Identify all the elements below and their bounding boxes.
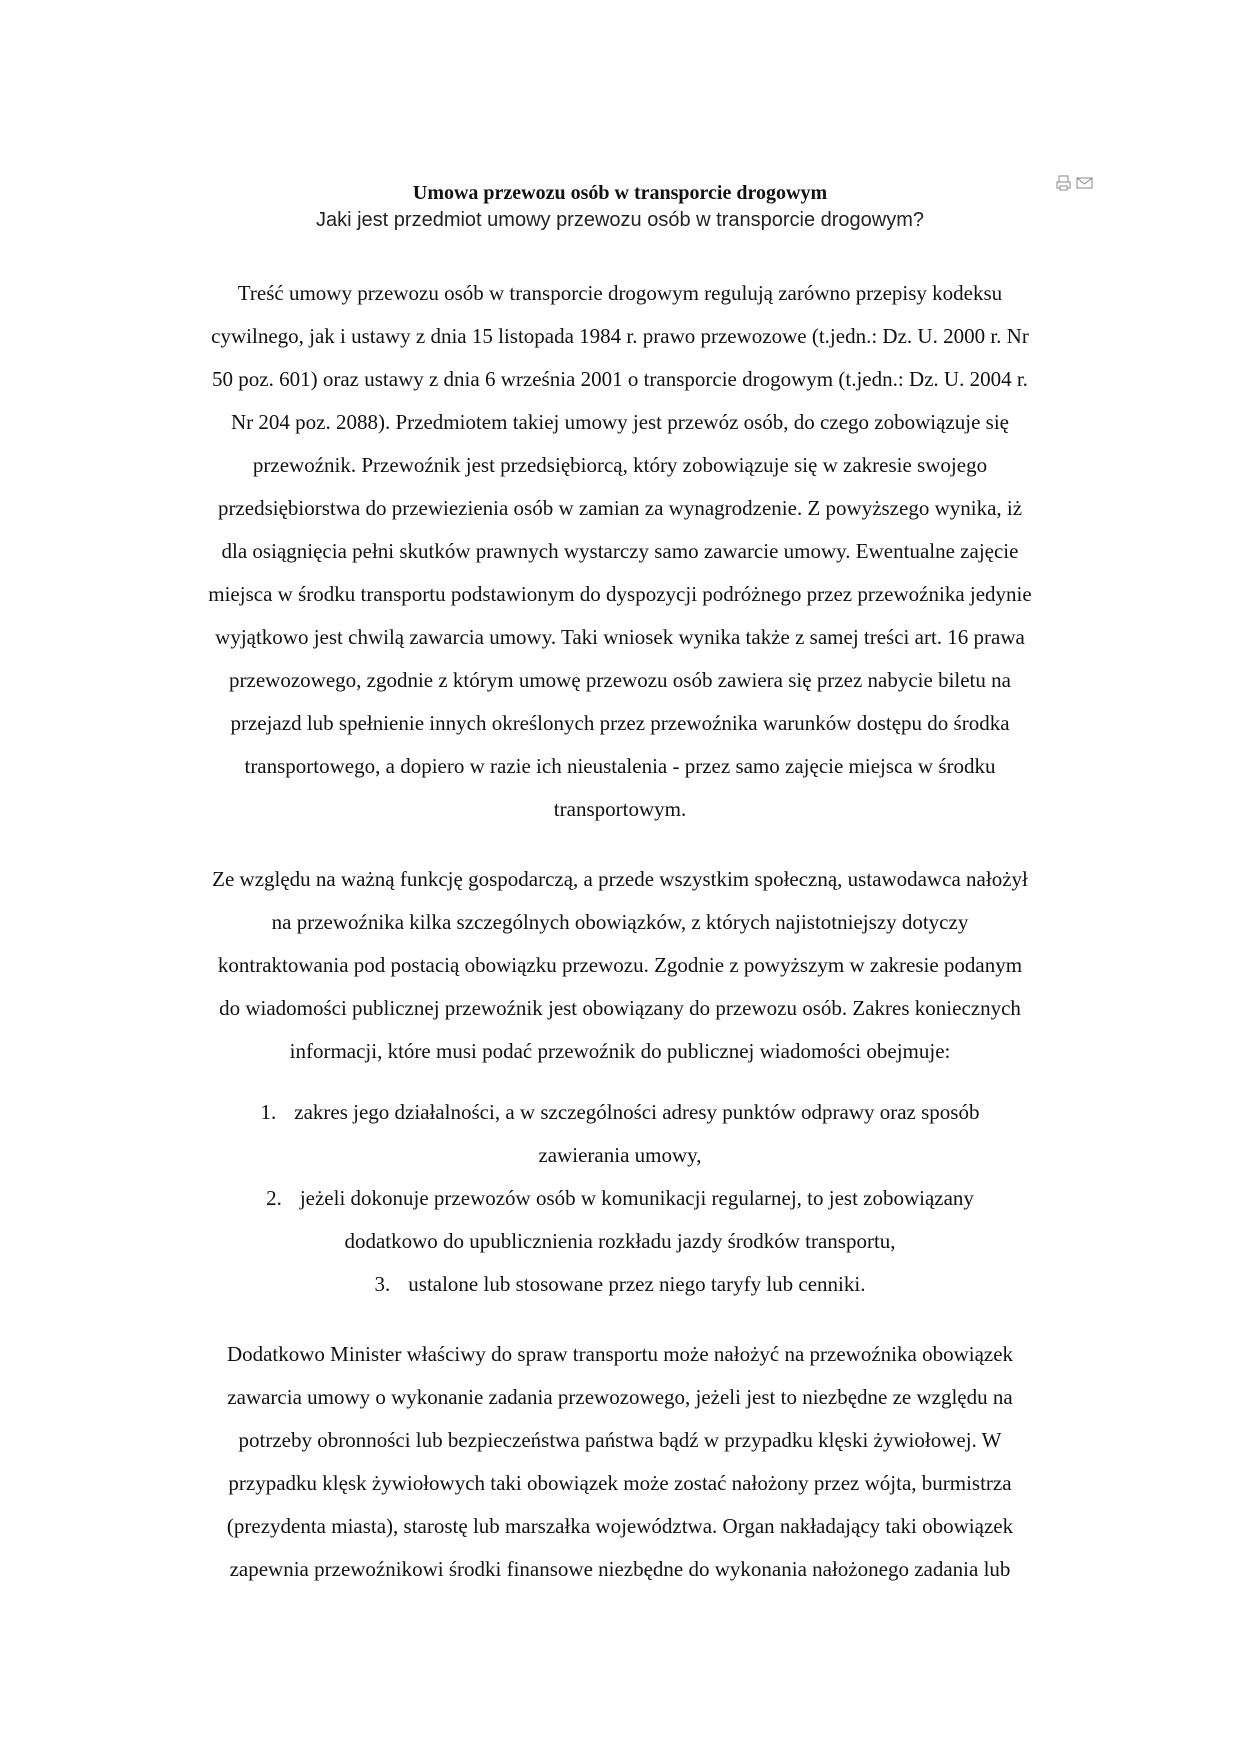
- paragraph-line: (prezydenta miasta), starostę lub marszałka województwa. Organ nakładający taki obowiązek: [226, 1514, 1014, 1538]
- list-item: [140, 1091, 1100, 1134]
- list-item-continuation: zawierania umowy,: [538, 1143, 702, 1167]
- paragraph-1: [140, 272, 1100, 831]
- paragraph-line: Treść umowy przewozu osób w transporcie drogowym regulują zarówno przepisy kodeksu: [237, 281, 1003, 305]
- paragraph-3: [140, 1333, 1100, 1591]
- list-item-text: zakres jego działalności, a w szczególności adresy punktów odprawy oraz sposób: [294, 1100, 980, 1124]
- document-title: Umowa przewozu osób w transporcie drogowym: [412, 182, 828, 204]
- paragraph-line: zapewnia przewoźnikowi środki finansowe niezbędne do wykonania nałożonego zadania lub: [229, 1557, 1011, 1581]
- paragraph-line: przejazd lub spełnienie innych określonych przez przewoźnika warunków dostępu do środka: [230, 711, 1010, 735]
- list-item-number: 3.: [374, 1272, 391, 1296]
- paragraph-line: przypadku klęsk żywiołowych taki obowiązek może zostać nałożony przez wójta, burmistrza: [228, 1471, 1012, 1495]
- list-item: [140, 1177, 1100, 1220]
- paragraph-line: transportowym.: [553, 797, 687, 821]
- paragraph-line: transportowego, a dopiero w razie ich nieustalenia - przez samo zajęcie miejsca w środku: [244, 754, 996, 778]
- paragraph-line: informacji, które musi podać przewoźnik do publicznej wiadomości obejmuje:: [289, 1039, 951, 1063]
- paragraph-line: Ze względu na ważną funkcję gospodarczą, a przede wszystkim społeczną, ustawodawca nałożył: [212, 867, 1028, 891]
- paragraph-line: na przewoźnika kilka szczególnych obowiązków, z których najistotniejszy dotyczy: [271, 910, 969, 934]
- paragraph-line: do wiadomości publicznej przewoźnik jest obowiązany do przewozu osób. Zakres koniecznych: [219, 996, 1021, 1020]
- paragraph-line: przedsiębiorstwa do przewiezienia osób w zamian za wynagrodzenie. Z powyższego wynika, iż: [217, 496, 1023, 520]
- paragraph-line: potrzeby obronności lub bezpieczeństwa państwa bądź w przypadku klęski żywiołowej. W: [238, 1428, 1002, 1452]
- paragraph-line: wyjątkowo jest chwilą zawarcia umowy. Taki wniosek wynika także z samej treści art. 16 prawa: [215, 625, 1025, 649]
- paragraph-line: Dodatkowo Minister właściwy do spraw transportu może nałożyć na przewoźnika obowiązek: [226, 1342, 1014, 1366]
- paragraph-line: miejsca w środku transportu podstawionym do dyspozycji podróżnego przez przewoźnika jedynie: [208, 582, 1032, 606]
- paragraph-line: dla osiągnięcia pełni skutków prawnych wystarczy samo zawarcie umowy. Ewentualne zajęcie: [221, 539, 1019, 563]
- paragraph-2: [140, 858, 1100, 1073]
- paragraph-line: przewoźnik. Przewoźnik jest przedsiębiorcą, który zobowiązuje się w zakresie swojego: [252, 453, 988, 477]
- list-item-continuation: dodatkowo do upublicznienia rozkładu jazdy środków transportu,: [344, 1229, 896, 1253]
- document-subtitle: Jaki jest przedmiot umowy przewozu osób w transporcie drogowym?: [315, 209, 925, 231]
- obligations-list: [140, 1091, 1100, 1306]
- list-item-number: 1.: [260, 1100, 277, 1124]
- paragraph-line: kontraktowania pod postacią obowiązku przewozu. Zgodnie z powyższym w zakresie podanym: [217, 953, 1023, 977]
- paragraph-line: Nr 204 poz. 2088). Przedmiotem takiej umowy jest przewóz osób, do czego zobowiązuje się: [231, 410, 1009, 434]
- list-item-number: 2.: [266, 1186, 282, 1210]
- list-item: [140, 1263, 1100, 1306]
- list-item-text: ustalone lub stosowane przez niego taryfy lub cenniki.: [408, 1272, 866, 1296]
- list-item-text: jeżeli dokonuje przewozów osób w komunikacji regularnej, to jest zobowiązany: [299, 1186, 974, 1210]
- paragraph-line: cywilnego, jak i ustawy z dnia 15 listopada 1984 r. prawo przewozowe (t.jedn.: Dz. U. 2000 r. Nr: [211, 324, 1029, 348]
- paragraph-line: zawarcia umowy o wykonanie zadania przewozowego, jeżeli jest to niezbędne ze względu na: [227, 1385, 1013, 1409]
- paragraph-line: 50 poz. 601) oraz ustawy z dnia 6 września 2001 o transporcie drogowym (t.jedn.: Dz. U. 2004 r.: [212, 367, 1028, 391]
- paragraph-line: przewozowego, zgodnie z którym umowę przewozu osób zawiera się przez nabycie biletu na: [229, 668, 1011, 692]
